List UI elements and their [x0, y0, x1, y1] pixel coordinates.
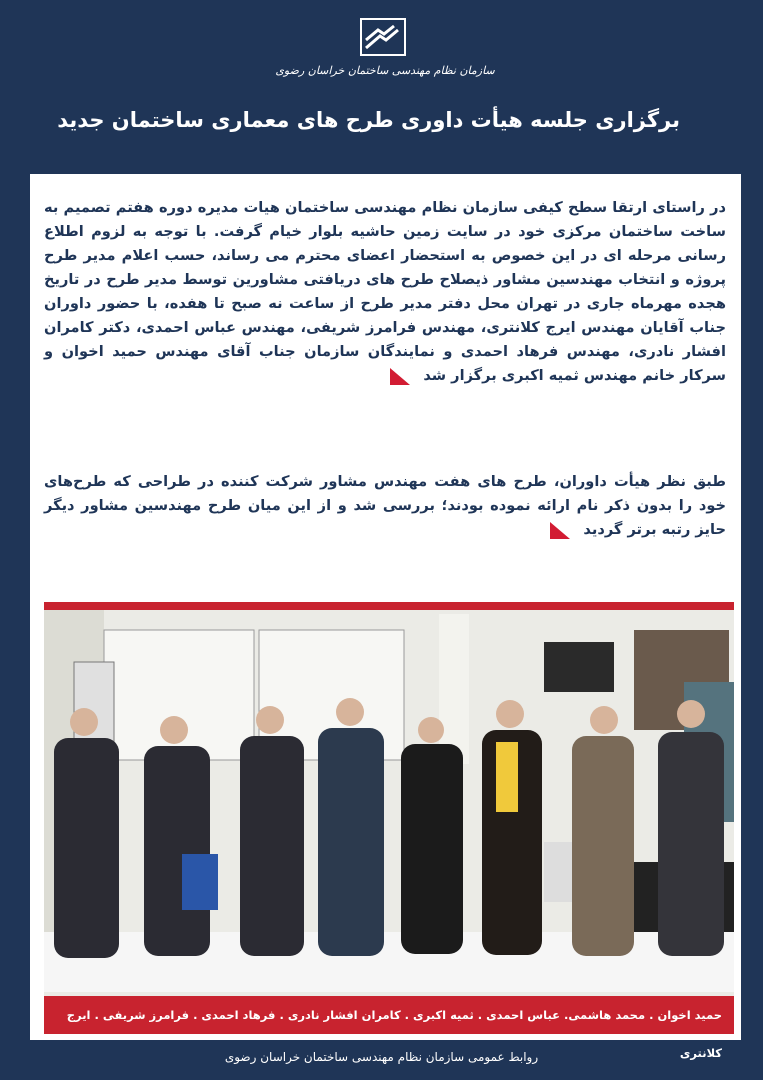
page-title: برگزاری جلسه هیأت داوری طرح های معماری ساختمان جدید: [57, 108, 680, 132]
paragraph-2-text: طبق نظر هیأت داوران، طرح های هفت مهندس مشاور شرکت کننده در طراحی که طرح‌های خود را بدون ذکر نام ارائه نموده بودند؛ بررسی شد و از این میان طرح مهندسین مشاور دیگر حایز رتبه برتر گردید: [44, 473, 726, 538]
organization-name: سازمان نظام مهندسی ساختمان خراسان رضوی: [275, 64, 495, 77]
paragraph-1: [44, 196, 726, 388]
paragraph-end-marker-icon: [550, 522, 570, 539]
paragraph-1-text: در راستای ارتقا سطح کیفی سازمان نظام مهندسی ساختمان هیات مدیره دوره هفتم تصمیم به ساخت ساختمان مرکزی خود در سایت زمین حاشیه بلوار خیام گرفت. با توجه به لزوم اطلاع رسانی مرحله ای در این خصوص به استحضار اعضای محترم می رساند، حسب اعلام مدیر طرح پروژه و انتخاب مهندسین مشاور ذیصلاح طرح های دریافتی مشاورین توسط مدیر طرح در تاریخ هجده مهرماه جاری در تهران محل دفتر مدیر طرح از ساعت نه صبح تا هفده، با حضور داوران جناب آقایان مهندس ایرج کلانتری، مهندس فرامرز شریفی، مهندس عباس احمدی، دکتر کامران افشار نادری، مهندس فرهاد احمدی و نمایندگان سازمان جناب آقای مهندس حمید اخوان و سرکار خانم مهندس ثمیه اکبری برگزار شد: [44, 199, 726, 384]
group-photo-illustration: [44, 602, 734, 1034]
organization-logo: [360, 18, 406, 58]
photo-caption: حمید اخوان . محمد هاشمی. عباس احمدی . ثمیه اکبری . کامران افشار نادری . فرهاد احمدی . فرامرز شریفی . ایرج کلانتری: [44, 996, 734, 1034]
paragraph-end-marker-icon: [390, 368, 410, 385]
paragraph-2: [44, 470, 726, 542]
footer-text: روابط عمومی سازمان نظام مهندسی ساختمان خراسان رضوی: [224, 1050, 539, 1064]
header: [0, 0, 763, 110]
